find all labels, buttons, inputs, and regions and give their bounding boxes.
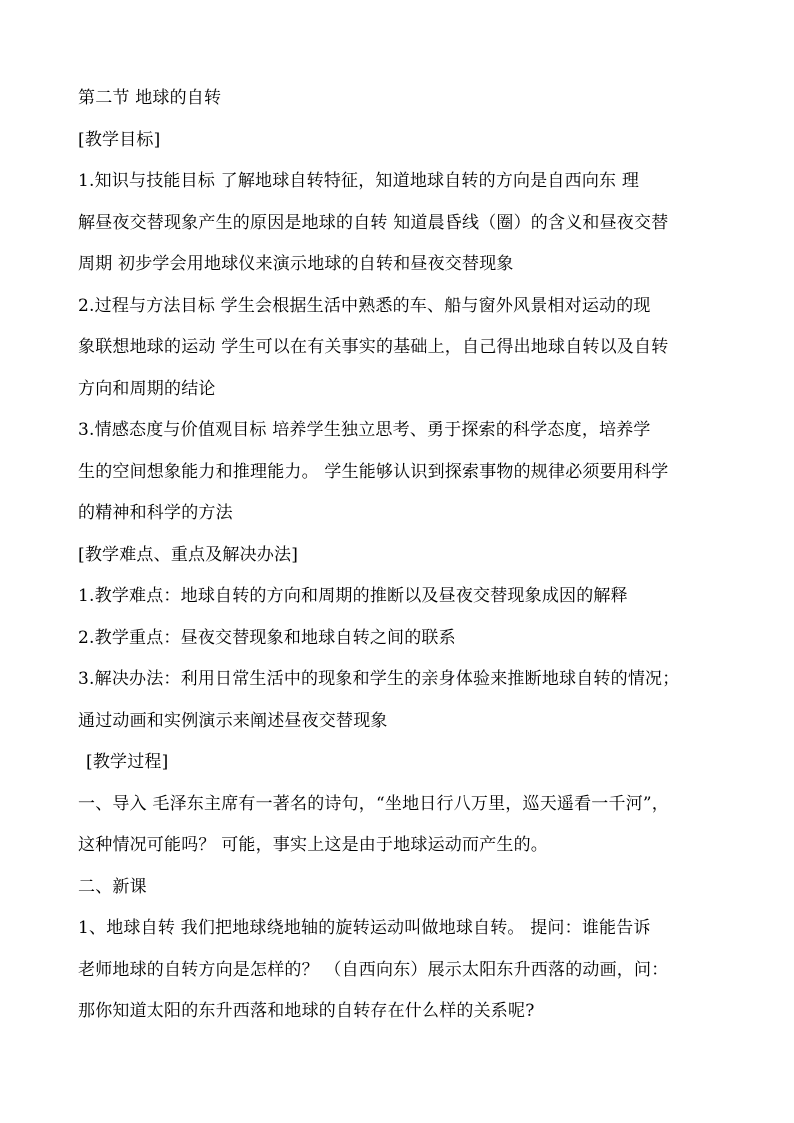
paragraph-line: 1.知识与技能目标 了解地球自转特征，知道地球自转的方向是自西向东 理	[78, 171, 640, 191]
heading-teaching-process: [教学过程]	[86, 752, 169, 772]
paragraph-line: 生的空间想象能力和推理能力。 学生能够认识到探索事物的规律必须要用科学	[78, 461, 669, 482]
paragraph-line: 老师地球的自转方向是怎样的？ （自西向东）展示太阳东升西落的动画，问：	[78, 959, 669, 980]
paragraph-line: 方向和周期的结论	[78, 378, 216, 399]
heading-teaching-goals: [教学目标]	[78, 129, 161, 150]
paragraph-line: 一、导入 毛泽东主席有一著名的诗句，“坐地日行八万里，巡天遥看一千河”，	[78, 793, 669, 814]
paragraph-line: 3.解决办法：利用日常生活中的现象和学生的亲身体验来推断地球自转的情况；	[78, 669, 680, 689]
paragraph-line: 2.教学重点：昼夜交替现象和地球自转之间的联系	[78, 627, 456, 648]
paragraph-line: 的精神和科学的方法	[78, 503, 233, 523]
heading-difficulties: [教学难点、重点及解决办法]	[78, 544, 299, 565]
paragraph-line: 通过动画和实例演示来阐述昼夜交替现象	[78, 710, 388, 731]
paragraph-line: 1、地球自转 我们把地球绕地轴的旋转运动叫做地球自转。 提问：谁能告诉	[78, 918, 651, 938]
heading-new-lesson: 二、新课	[78, 876, 147, 897]
paragraph-line: 解昼夜交替现象产生的原因是地球的自转 知道晨昏线（圈）的含义和昼夜交替	[78, 212, 669, 233]
paragraph-line: 周期 初步学会用地球仪来演示地球的自转和昼夜交替现象	[78, 254, 514, 274]
paragraph-line: 象联想地球的运动 学生可以在有关事实的基础上，自己得出地球自转以及自转	[78, 337, 669, 357]
paragraph-line: 1.教学难点：地球自转的方向和周期的推断以及昼夜交替现象成因的解释	[78, 586, 628, 606]
paragraph-line: 那你知道太阳的东升西落和地球的自转存在什么样的关系呢?	[78, 1001, 535, 1021]
document-body	[78, 84, 718, 1039]
paragraph-line: 2.过程与方法目标 学生会根据生活中熟悉的车、船与窗外风景相对运动的现	[78, 295, 651, 316]
paragraph-line: 这种情况可能吗？ 可能，事实上这是由于地球运动而产生的。	[78, 835, 549, 855]
section-title: 第二节 地球的自转	[78, 88, 222, 108]
paragraph-line: 3.情感态度与价值观目标 培养学生独立思考、勇于探索的科学态度，培养学	[78, 420, 651, 440]
